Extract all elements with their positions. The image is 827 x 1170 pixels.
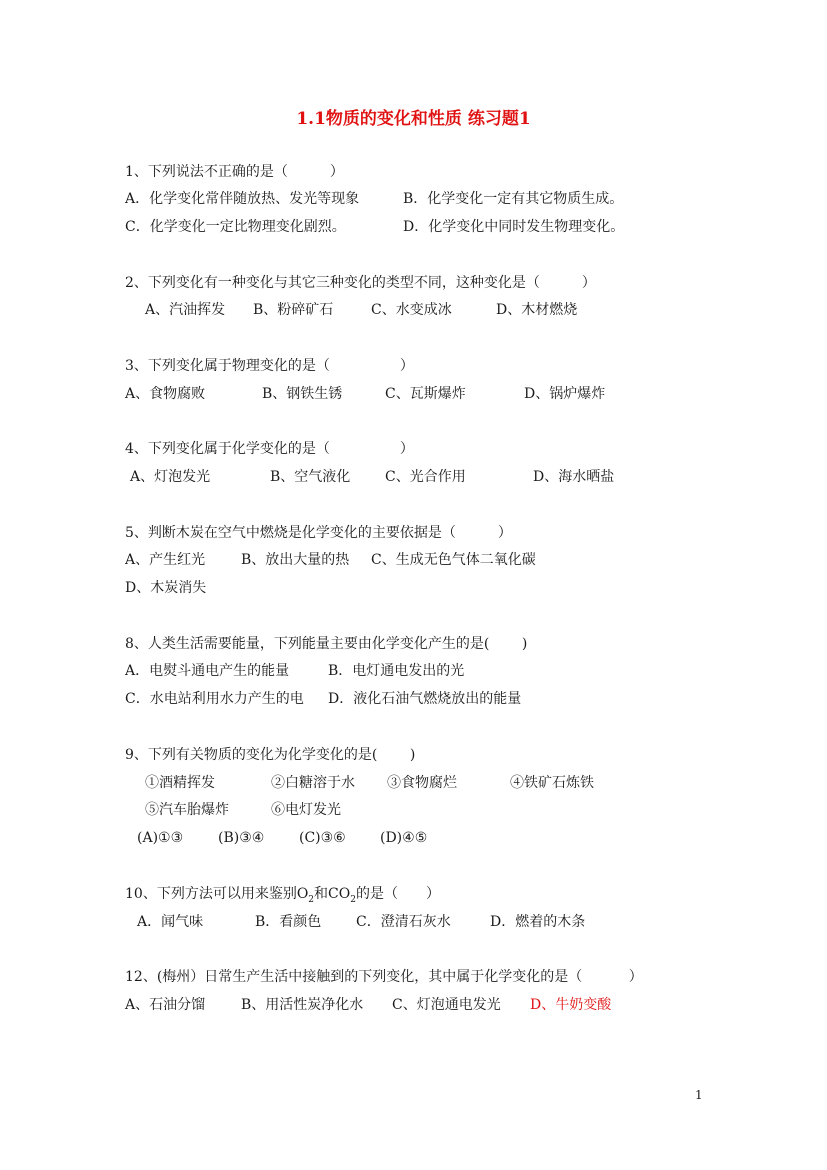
q10-option-a: A．闻气味: [137, 914, 204, 930]
q10-stem: [125, 884, 440, 910]
q10-option-d: D．燃着的木条: [490, 914, 586, 930]
q9-item-3: ③食物腐烂: [387, 775, 457, 791]
q8-option-b: B．电灯通电发出的光: [328, 663, 465, 679]
q2-option-c: C、水变成冰: [371, 302, 452, 318]
q9-item-6: ⑥电灯发光: [271, 802, 341, 818]
q5-option-c: C、生成无色气体二氧化碳: [371, 552, 536, 568]
q3-option-b: B、钢铁生锈: [262, 386, 343, 402]
q4-option-a: A、灯泡发光: [130, 469, 211, 485]
q1-option-c: C．化学变化一定比物理变化剧烈。: [125, 219, 346, 235]
q1-option-d: D．化学变化中同时发生物理变化。: [403, 219, 625, 235]
q12-option-a: A、石油分馏: [125, 997, 206, 1013]
q4-option-c: C、光合作用: [385, 469, 466, 485]
q9-option-c: (C)③⑥: [299, 830, 346, 846]
q9-option-d: (D)④⑤: [380, 830, 428, 846]
q9-stem: 9、下列有关物质的变化为化学变化的是( ): [125, 747, 416, 763]
q9-item-1: ①酒精挥发: [145, 775, 215, 791]
q8-option-d: D．液化石油气燃烧放出的能量: [328, 691, 522, 707]
q12-option-c: C、灯泡通电发光: [392, 997, 501, 1013]
q10-option-c: C．澄清石灰水: [356, 914, 451, 930]
q10-option-b: B．看颜色: [255, 914, 322, 930]
q1-option-b: B．化学变化一定有其它物质生成。: [403, 191, 624, 207]
q8-option-c: C．水电站利用水力产生的电: [125, 691, 304, 707]
q4-option-d: D、海水晒盐: [533, 469, 615, 485]
q8-stem: 8、人类生活需要能量，下列能量主要由化学变化产生的是( ): [125, 636, 528, 652]
q12-stem: 12、(梅州）日常生产生活中接触到的下列变化，其中属于化学变化的是（ ）: [125, 969, 643, 985]
q5-option-a: A、产生红光: [125, 552, 206, 568]
q2-option-d: D、木材燃烧: [496, 302, 578, 318]
q12-option-b: B、用活性炭净化水: [241, 997, 364, 1013]
q9-item-5: ⑤汽车胎爆炸: [145, 802, 229, 818]
q1-stem: 1、下列说法不正确的是（ ）: [125, 164, 344, 180]
q3-stem: 3、下列变化属于物理变化的是（ ）: [125, 358, 414, 374]
q3-option-a: A、食物腐败: [125, 386, 206, 402]
q10-stem-post: 的是（ ）: [355, 886, 440, 902]
q10-stem-mid: 和CO: [314, 886, 351, 902]
q3-option-d: D、锅炉爆炸: [524, 386, 606, 402]
q10-stem-pre: 10、下列方法可以用来鉴别O: [125, 886, 309, 902]
q5-option-d: D、木炭消失: [125, 580, 207, 596]
q4-stem: 4、下列变化属于化学变化的是（ ）: [125, 441, 414, 457]
page-number: 1: [695, 1088, 703, 1102]
q9-item-4: ④铁矿石炼铁: [510, 775, 594, 791]
q9-item-2: ②白糖溶于水: [271, 775, 355, 791]
q2-option-b: B、粉碎矿石: [253, 302, 334, 318]
q9-option-a: (A)①③: [137, 830, 184, 846]
q2-option-a: A、汽油挥发: [145, 302, 226, 318]
q9-option-b: (B)③④: [218, 830, 265, 846]
q1-option-a: A．化学变化常伴随放热、发光等现象: [125, 191, 360, 207]
q4-option-b: B、空气液化: [270, 469, 351, 485]
page-title: 1.1物质的变化和性质 练习题1: [296, 109, 531, 129]
q10-subscript-2: 2: [350, 894, 356, 905]
q8-option-a: A．电熨斗通电产生的能量: [125, 663, 290, 679]
q12-option-d-answer: D、牛奶变酸: [530, 997, 612, 1013]
q3-option-c: C、瓦斯爆炸: [385, 386, 466, 402]
q5-option-b: B、放出大量的热: [241, 552, 350, 568]
q10-subscript-1: 2: [308, 894, 315, 905]
q2-stem: 2、下列变化有一种变化与其它三种变化的类型不同，这种变化是（ ）: [125, 275, 596, 291]
q5-stem: 5、判断木炭在空气中燃烧是化学变化的主要依据是（ ）: [125, 525, 512, 541]
